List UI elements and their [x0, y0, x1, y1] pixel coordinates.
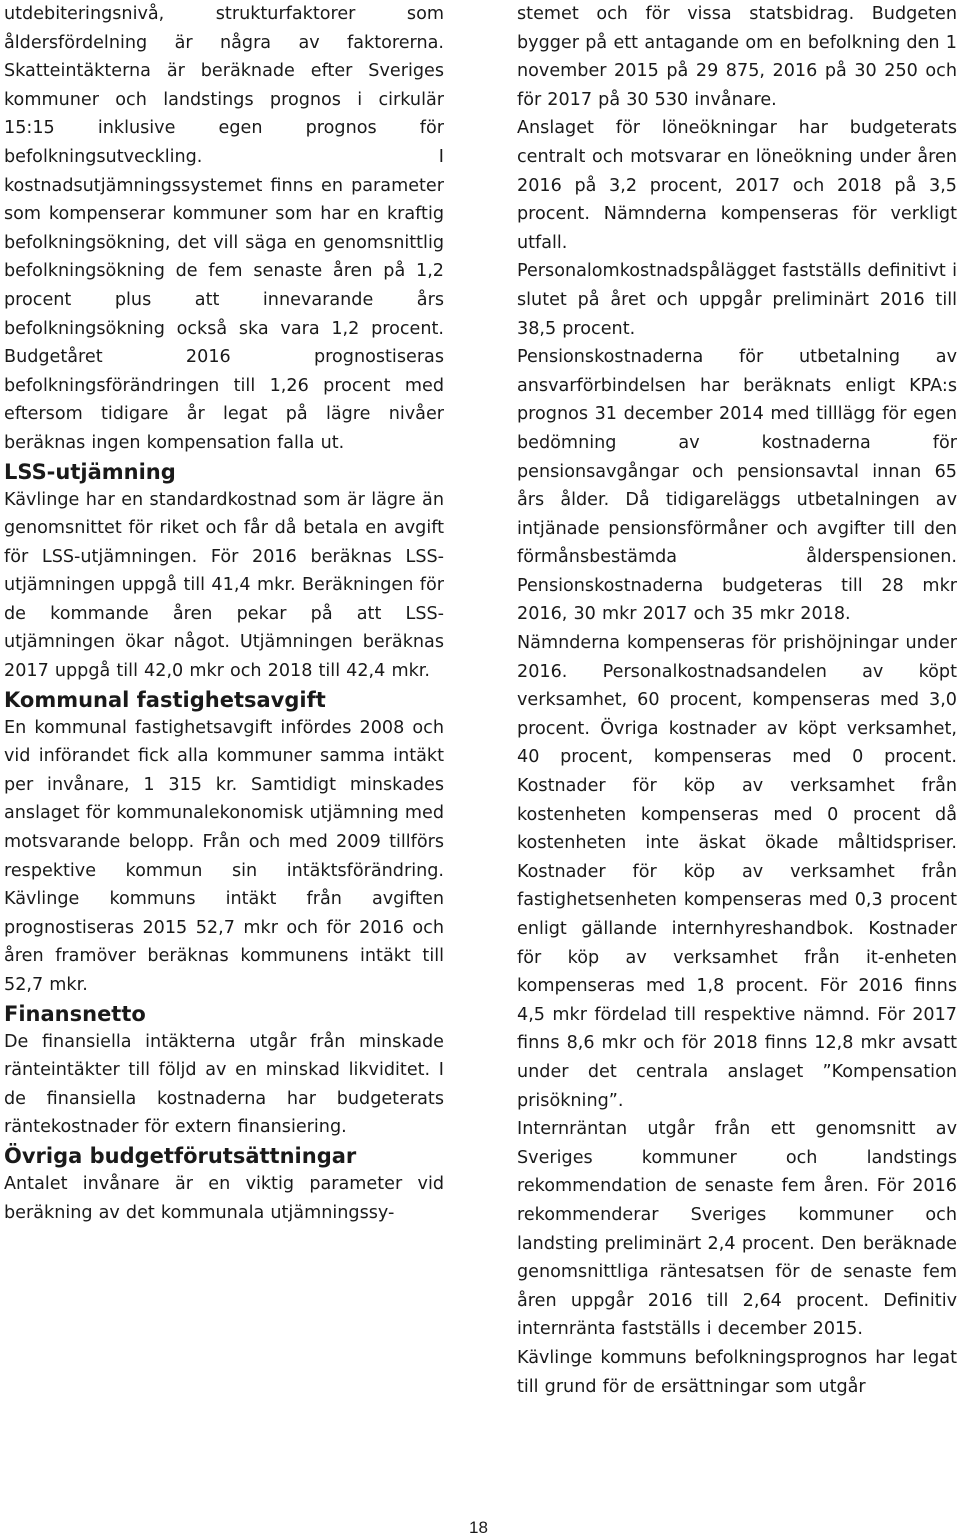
finansnetto-heading: Finansnetto — [4, 1001, 146, 1026]
left-column — [4, 0, 444, 1227]
lss-paragraph: Kävlinge har en standardkostnad som är lägre än genomsnittet för riket och får då betala en avgift för LSS-utjämningen. För 2016 beräknas LSS-utjämningen uppgå till 41,4 mkr. Beräkningen för de kommande åren pekar på att LSS-utjämningen ökar något. Utjämningen beräknas 2017 uppgå till 42,0 mkr och 2018 till 42,4 mkr. — [4, 489, 444, 682]
finansnetto-paragraph: De finansiella intäkterna utgår från minskade ränteintäkter till följd av en minskad likviditet. I de finansiella kostnaderna har budgeterats räntekostnader för extern finansiering. — [4, 1031, 444, 1138]
ovriga-heading: Övriga budgetförutsättningar — [4, 1143, 357, 1168]
right-column — [517, 0, 957, 1401]
fastighetsavgift-paragraph: En kommunal fastighetsavgift infördes 2008 och vid införandet fick alla kommuner samma intäkt per invånare, 1 315 kr. Samtidigt minskades anslaget för kommunalekonomisk utjämning med motsvarande belopp. Från och med 2009 tillförs respektive kommun sin intäktsförändring. Kävlinge kommuns intäkt från avgiften prognostiseras 2015 52,7 mkr och för 2016 och åren framöver beräknas kommunens intäkt till 52,7 mkr. — [4, 717, 444, 995]
internranta-paragraph: Internräntan utgår från ett genomsnitt av Sveriges kommuner och landstings rekommendation de senaste fem åren. För 2016 rekommenderar Sveriges kommuner och landsting preliminärt 2,4 procent. Den beräknade genomsnittliga räntesatsen för de senaste fem åren uppgår 2016 till 2,64 procent. Definitiv internränta fastställs i december 2015. — [517, 1119, 957, 1340]
lss-heading: LSS-utjämning — [4, 459, 176, 484]
ovriga-paragraph: Antalet invånare är en viktig parameter vid beräkning av det kommunala utjämningssy- — [4, 1173, 444, 1223]
statsbidrag-paragraph: stemet och för vissa statsbidrag. Budgeten bygger på ett antagande om en befolkning den 1 november 2015 på 29 875, 2016 på 30 250 och för 2017 på 30 530 invånare. — [517, 4, 957, 110]
pension-paragraph: Pensionskostnaderna för utbetalning av ansvarförbindelsen har beräknats enligt KPA:s prognos 31 december 2014 med tilllägg för egen bedömning av kostnaderna för pensionsavgångar och pensionsavtal innan 65 års ålder. Då tidigareläggs utbetalningen av intjänade pensionsförmåner och avgifter till den förmånsbestämda ålderspensionen. Pensionskostnaderna budgeteras till 28 mkr 2016, 30 mkr 2017 och 35 mkr 2018. — [517, 347, 957, 625]
fastighetsavgift-heading: Kommunal fastighetsavgift — [4, 687, 326, 712]
befolkningsprognos-paragraph: Kävlinge kommuns befolkningsprognos har legat till grund för de ersättningar som utgår — [517, 1347, 957, 1397]
page-number: 18 — [469, 1518, 488, 1537]
prishojning-paragraph: Nämnderna kompenseras för prishöjningar under 2016. Personalkostnadsandelen av köpt verksamhet, 60 procent, kompenseras med 3,0 procent. Övriga kostnader av köpt verksamhet, 40 procent, kompenseras med 0 procent. Kostnader för köp av verksamhet från kostenheten kompenseras med 0 procent då kostenheten inte äskat ökade måltidspriser. Kostnader för köp av verksamhet från fastighetsenheten kompenseras med 0,3 procent enligt gällande internhyreshandbok. Kostnader för köp av verksamhet från it-enheten kompenseras med 1,8 procent. För 2016 finns 4,5 mkr fördelad till respektive nämnd. För 2017 finns 8,6 mkr och för 2018 finns 12,8 mkr avsatt under det centrala anslaget ”Kompensation prisökning”. — [517, 633, 957, 1111]
loneokningar-paragraph: Anslaget för löneökningar har budgeterats centralt och motsvarar en löneökning under åren 2016 på 3,2 procent, 2017 och 2018 på 3,5 procent. Nämnderna kompenseras för verkligt utfall. — [517, 118, 957, 253]
personalomkostnad-paragraph: Personalomkostnadspålägget fastställs definitivt i slutet på året och uppgår preliminärt 2016 till 38,5 procent. — [517, 261, 957, 339]
intro-paragraph: utdebiteringsnivå, strukturfaktorer som åldersfördelning är några av faktorerna. Skatteintäkterna är beräknade efter Sveriges kommuner och landstings prognos i cirkulär 15:15 inklusive egen prognos för befolkningsutveckling. I kostnadsutjämningssystemet finns en parameter som kompenserar kommuner som har en kraftig befolkningsökning, det vill säga en genomsnittlig befolkningsökning de fem senaste åren på 1,2 procent plus att innevarande års befolkningsökning också ska vara 1,2 procent. Budgetåret 2016 prognostiseras befolkningsförändringen till 1,26 procent med eftersom tidigare år legat på lägre nivåer beräknas ingen kompensation falla ut. — [4, 4, 444, 453]
